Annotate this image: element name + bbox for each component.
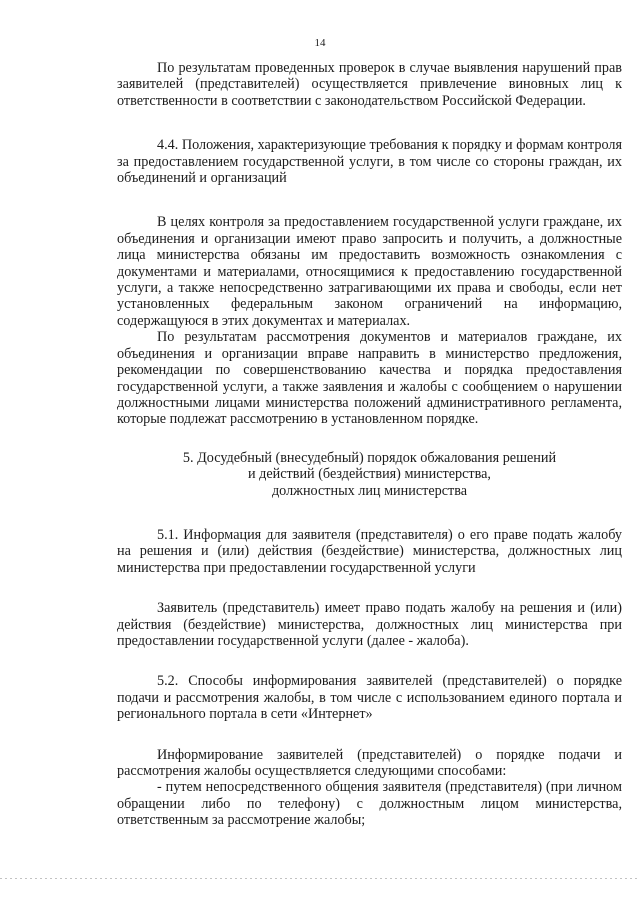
paragraph-complaint-right: Заявитель (представитель) имеет право подать жалобу на решения и (или) действия (бездействие) министерства, должностных лиц министерства при предоставлении государственной услуги (далее - жалоба). [117, 600, 622, 649]
section-5-1-heading: 5.1. Информация для заявителя (представителя) о его праве подать жалобу на решения и (или) действия (бездействие) министерства, должностных лиц министерства при предоставлении государственной услуги [117, 526, 622, 576]
document-body [117, 60, 622, 829]
paragraph-control-rights: В целях контроля за предоставлением государственной услуги граждане, их объединения и организации имеют право запросить и получить, а должностные лица министерства обязаны им предоставить возможность ознакомления с документами и материалами, относящимися к предоставлению государственной услуги, а также непосредственно затрагивающими их права и свободы, если нет установленных федеральным законом ограничений на информацию, содержащуюся в этих документах и материалах. [117, 214, 622, 329]
section-5-2-heading: 5.2. Способы информирования заявителей (представителей) о порядке подачи и рассмотрения жалобы, в том числе с использованием единого портала и регионального портала в сети «Интернет» [117, 673, 622, 723]
list-item-direct-contact: - путем непосредственного общения заявителя (представителя) (при личном обращении либо по телефону) с должностным лицом министерства, ответственным за рассмотрение жалобы; [117, 779, 622, 829]
paragraph-proposals: По результатам рассмотрения документов и материалов граждане, их объединения и организации вправе направить в министерство предложения, рекомендации по совершенствованию качества и порядка предоставления государственной услуги, а также заявления и жалобы с сообщением о нарушении должностными лицами министерства положений административного регламента, которые подлежат рассмотрению в установленном порядке. [117, 329, 622, 428]
page-number: 14 [314, 37, 326, 49]
section-4-4-heading: 4.4. Положения, характеризующие требования к порядку и формам контроля за предоставлением государственной услуги, в том числе со стороны граждан, их объединений и организаций [117, 137, 622, 187]
paragraph-informing-methods: Информирование заявителей (представителей) о порядке подачи и рассмотрения жалобы осуществляется следующими способами: [117, 746, 622, 779]
section-5-heading-line-2: и действий (бездействия) министерства, [248, 466, 491, 483]
paragraph-violations: По результатам проведенных проверок в случае выявления нарушений прав заявителей (представителей) осуществляется привлечение виновных лиц к ответственности в соответствии с законодательством Российской Федерации. [117, 60, 622, 109]
section-5-heading [117, 450, 622, 499]
section-5-heading-line-1: 5. Досудебный (внесудебный) порядок обжалования решений [182, 449, 557, 466]
scan-artifact-line [0, 878, 640, 879]
section-5-heading-line-3: должностных лиц министерства [271, 482, 468, 499]
